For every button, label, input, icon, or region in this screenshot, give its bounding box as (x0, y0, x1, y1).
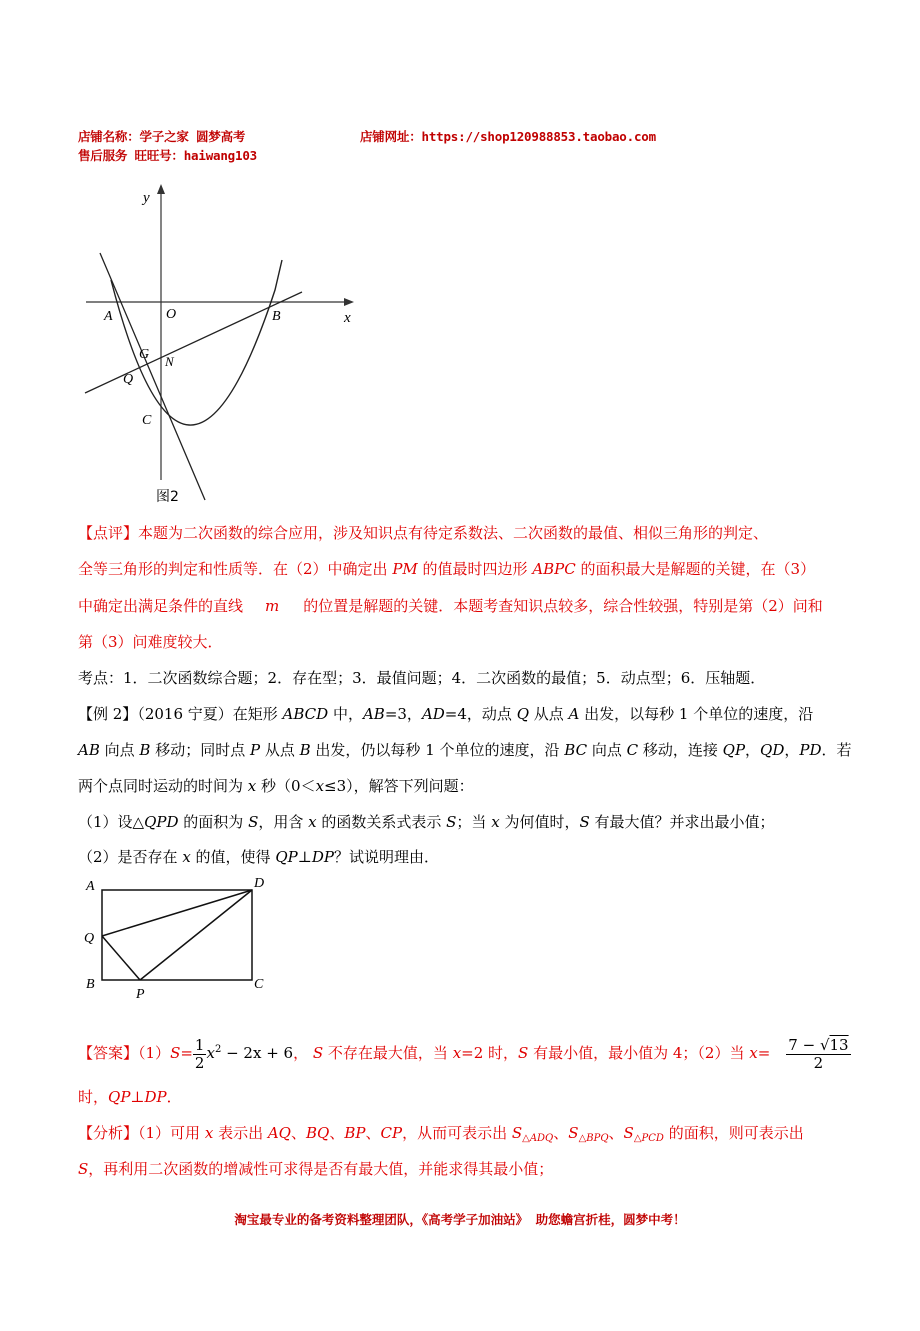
q-label: Q (123, 372, 134, 387)
line-ab-extended (85, 292, 302, 393)
rectangle-abcd (102, 890, 252, 980)
q-label: Q (84, 931, 95, 946)
a-label: A (86, 879, 95, 894)
fraction-one-half: $\frac{1}{2}$ (194, 1035, 205, 1072)
parabola-curve (111, 260, 282, 425)
comment-tag: 【点评】 (78, 524, 139, 542)
figure-parabola (80, 180, 365, 505)
kaodian-line: 考点：1．二次函数综合题；2．存在型；3．最值问题；4．二次函数的最值；5．动点型；6．压轴题． (78, 669, 766, 687)
segment-qd (102, 890, 252, 936)
comment-line-1: 【点评】本题为二次函数的综合应用，涉及知识点有待定系数法、二次函数的最值、相似三角形的判定、 (78, 524, 769, 542)
d-label: D (254, 876, 265, 891)
x-axis-arrow (344, 298, 354, 306)
answer-line-1: 【答案】（1）S= $\frac{1}{2}$ $x^2 - 2x + 6$， S 不存在最大值，当 x=2 时，S 有最小值，最小值为 4；（2）当 x= $\frac{7 - √13}{2}$ (78, 1035, 849, 1072)
p-label: P (136, 987, 145, 1000)
analysis-line-2: S，再利用二次函数的增减性可求得是否有最大值，并能求得其最小值； (78, 1160, 554, 1178)
y-axis-arrow (157, 184, 165, 194)
a-label: A (104, 309, 113, 324)
analysis-line-1: 【分析】（1）可用 x 表示出 AQ、BQ、BP、CP，从而可表示出 $S_{\triangle ADQ}$、$S_{\triangle BPQ}$、$S_{\triangle PCD}$ 的面积，则可表示出 (78, 1124, 804, 1144)
analysis-tag: 【分析】 (78, 1124, 139, 1142)
c-label: C (142, 413, 152, 428)
figure-caption: 图2 (156, 489, 179, 505)
figure-rectangle (80, 870, 280, 1000)
shop-name: 店铺名称：学子之家 圆梦高考 (78, 129, 246, 144)
c-label: C (254, 977, 264, 992)
comment-line-2: 全等三角形的判定和性质等．在（2）中确定出 PM 的值最时四边形 ABPC 的面积最大是解题的关键，在（3） (78, 560, 816, 578)
b-label: B (86, 977, 95, 992)
n-label: N (165, 354, 174, 369)
shop-url[interactable]: 店铺网址：https://shop120988853.taobao.com (360, 129, 656, 144)
x-label: x (344, 310, 351, 326)
example-line-2: AB 向点 B 移动；同时点 P 从点 B 出发，仍以每秒 1 个单位的速度，沿 BC 向点 C 移动，连接 QP，QD，PD．若 (78, 741, 852, 759)
example-line-1: 【例 2】（2016 宁夏）在矩形 ABCD 中，AB=3，AD=4，动点 Q 从点 A 出发，以每秒 1 个单位的速度，沿 (78, 705, 814, 723)
question-1: （1）设△QPD 的面积为 S，用含 x 的函数关系式表示 S；当 x 为何值时，S 有最大值？并求出最小值； (78, 813, 775, 831)
comment-line-4: 第（3）问难度较大． (78, 633, 223, 651)
fraction-seven-minus-root-13-over-2: $\frac{7 - √13}{2}$ (788, 1035, 849, 1072)
example-tag: 【例 2】 (78, 705, 138, 723)
g-label: G (139, 347, 150, 362)
segment-pd (140, 890, 252, 980)
segment-qp (102, 936, 140, 980)
question-2: （2）是否存在 x 的值，使得 QP⊥DP？试说明理由． (78, 848, 439, 866)
answer-tag: 【答案】 (78, 1044, 139, 1062)
line-ac-extended (100, 253, 205, 500)
example-line-3: 两个点同时运动的时间为 x 秒（0＜x≤3），解答下列问题： (78, 777, 474, 795)
answer-line-2: 时，QP⊥DP． (78, 1088, 182, 1106)
b-label: B (272, 309, 281, 324)
o-label: O (166, 307, 177, 322)
y-label: y (143, 190, 150, 206)
after-sales-service: 售后服务 旺旺号：haiwang103 (78, 148, 257, 163)
page-footer: 淘宝最专业的备考资料整理团队，《高考学子加油站》 助您蟾宫折桂，圆梦中考！ (234, 1212, 686, 1227)
comment-line-3: 中确定出满足条件的直线 m 的位置是解题的关键．本题考查知识点较多，综合性较强，特别是第（2）问和 (78, 597, 823, 615)
